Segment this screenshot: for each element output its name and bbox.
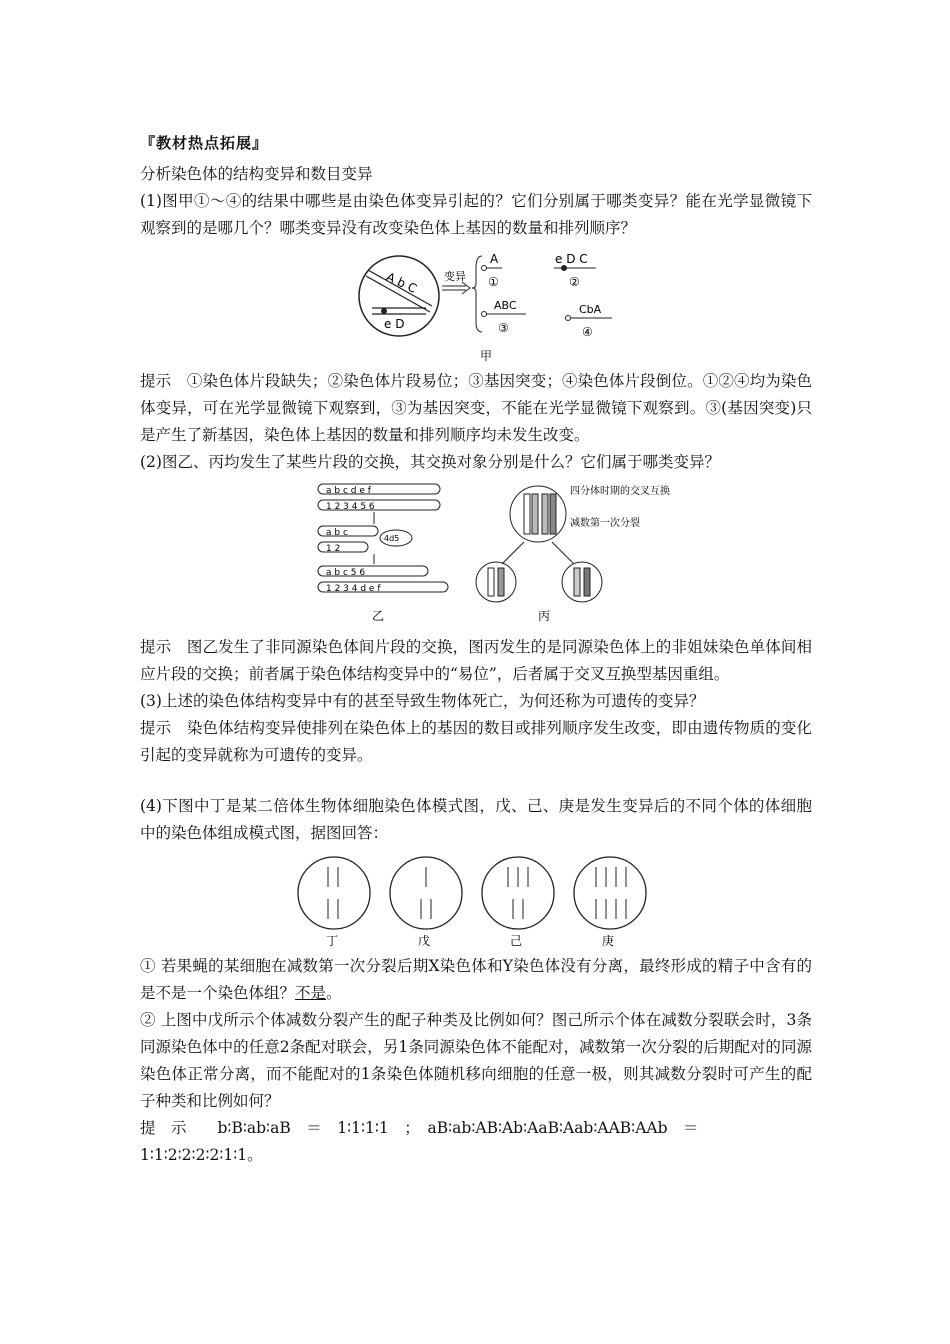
answer-2: 提示 图乙发生了非同源染色体间片段的交换，图丙发生的是同源染色体上的非姐妹染色单体间相应片段的交换；前者属于染色体结构变异中的“易位”，后者属于交叉互换型基因重组。 <box>140 638 812 683</box>
jia-circle-bottom: e D <box>384 317 405 331</box>
question-4-1: ① 若果蝇的某细胞在减数第一次分裂后期X染色体和Y染色体没有分离，最终形成的精子中含有的是不是一个染色体组？不是。 <box>140 957 812 1002</box>
question-1: (1)图甲①～④的结果中哪些是由染色体变异引起的？它们分别属于哪类变异？能在光学显微镜下观察到的是哪几个？哪类变异没有改变染色体上基因的数量和排列顺序？ <box>140 192 812 237</box>
jia-r2-label: e D C <box>555 252 588 266</box>
answer-4-line-2: 1∶1∶2∶2∶2∶2∶1∶1。 <box>140 1146 263 1164</box>
answer-1: 提示 ①染色体片段缺失；②染色体片段易位；③基因突变；④染色体片段倒位。①②④均为染色体变异，可在光学显微镜下观察到，③为基因突变，不能在光学显微镜下观察到。③(基因突变)只是产生了新基因，染色体上基因的数量和排列顺序均未发生改变。 <box>140 372 812 444</box>
question-4-1-answer: 不是 <box>295 984 327 1002</box>
question-2: (2)图乙、丙均发生了某些片段的交换，其交换对象分别是什么？它们属于哪类变异？ <box>140 453 720 471</box>
yi-row2b: 1 2 <box>326 544 341 554</box>
bing-label-2: 减数第一次分裂 <box>570 518 640 529</box>
question-4-2: ② 上图中戊所示个体减数分裂产生的配子种类及比例如何？图己所示个体在减数分裂联会时，3条同源染色体中的任意2条配对联会，另1条同源染色体不能配对，减数第一次分裂的后期配对的同源染色体正常分离，而不能配对的1条染色体随机移向细胞的任意一极，则其减数分裂时可产生的配子种类和比例如何？ <box>140 1011 812 1110</box>
jia-arrow-label: 变异 <box>444 270 466 283</box>
bing-caption: 丙 <box>538 609 551 623</box>
jia-caption: 甲 <box>480 349 493 363</box>
jia-r3-label: ABC <box>494 299 517 312</box>
yi-row2a: a b c <box>326 528 348 538</box>
yi-row3b: 1 2 3 4 d e f <box>326 584 381 594</box>
question-4: (4)下图中丁是某二倍体生物体细胞染色体模式图，戊、己、庚是发生变异后的不同个体的体细胞中的染色体组成模式图，据图回答： <box>140 797 812 842</box>
heading: 分析染色体的结构变异和数目变异 <box>140 165 373 183</box>
figure-jia <box>354 248 654 368</box>
section-title: 『教材热点拓展』 <box>140 134 269 152</box>
answer-4-line-1: 提 示 b∶B∶ab∶aB ＝ 1∶1∶1∶1 ； aB∶ab∶AB∶Ab∶AaB∶Aab∶AAB∶AAb ＝ <box>140 1119 699 1137</box>
jia-r1-num: ① <box>488 275 499 289</box>
wu-caption: 戊 <box>418 934 431 948</box>
geng-caption: 庚 <box>602 934 615 948</box>
yi-row2mid: 4d5 <box>384 534 400 543</box>
jia-circle-top: A b C <box>384 269 419 296</box>
cell-geng <box>574 857 646 929</box>
cell-wu <box>390 857 462 929</box>
cell-ding <box>298 857 370 929</box>
question-3: (3)上述的染色体结构变异中有的甚至导致生物体死亡，为何还称为可遗传的变异？ <box>140 692 705 710</box>
ji-caption: 己 <box>510 934 523 948</box>
yi-row1b: 1 2 3 4 5 6 <box>326 502 375 512</box>
jia-r4-label: CbA <box>579 303 602 316</box>
figure-yi-bing <box>316 480 670 630</box>
yi-row3a: a b c 5 6 <box>326 568 366 578</box>
bing-label-1: 四分体时期的交叉互换 <box>570 486 670 497</box>
page-content <box>140 130 812 1169</box>
jia-r2-num: ② <box>569 275 580 289</box>
answer-3: 提示 染色体结构变异使排列在染色体上的基因的数目或排列顺序发生改变，即由遗传物质的变化引起的变异就称为可遗传的变异。 <box>140 719 812 764</box>
cell-ji <box>482 857 554 929</box>
figure-ding <box>296 853 656 949</box>
jia-r3-num: ③ <box>498 321 509 335</box>
jia-r1-label: A <box>490 252 499 266</box>
ding-caption: 丁 <box>326 934 339 948</box>
yi-row1a: a b c d e f <box>326 486 371 496</box>
jia-r4-num: ④ <box>582 325 593 339</box>
yi-caption: 乙 <box>372 609 385 623</box>
